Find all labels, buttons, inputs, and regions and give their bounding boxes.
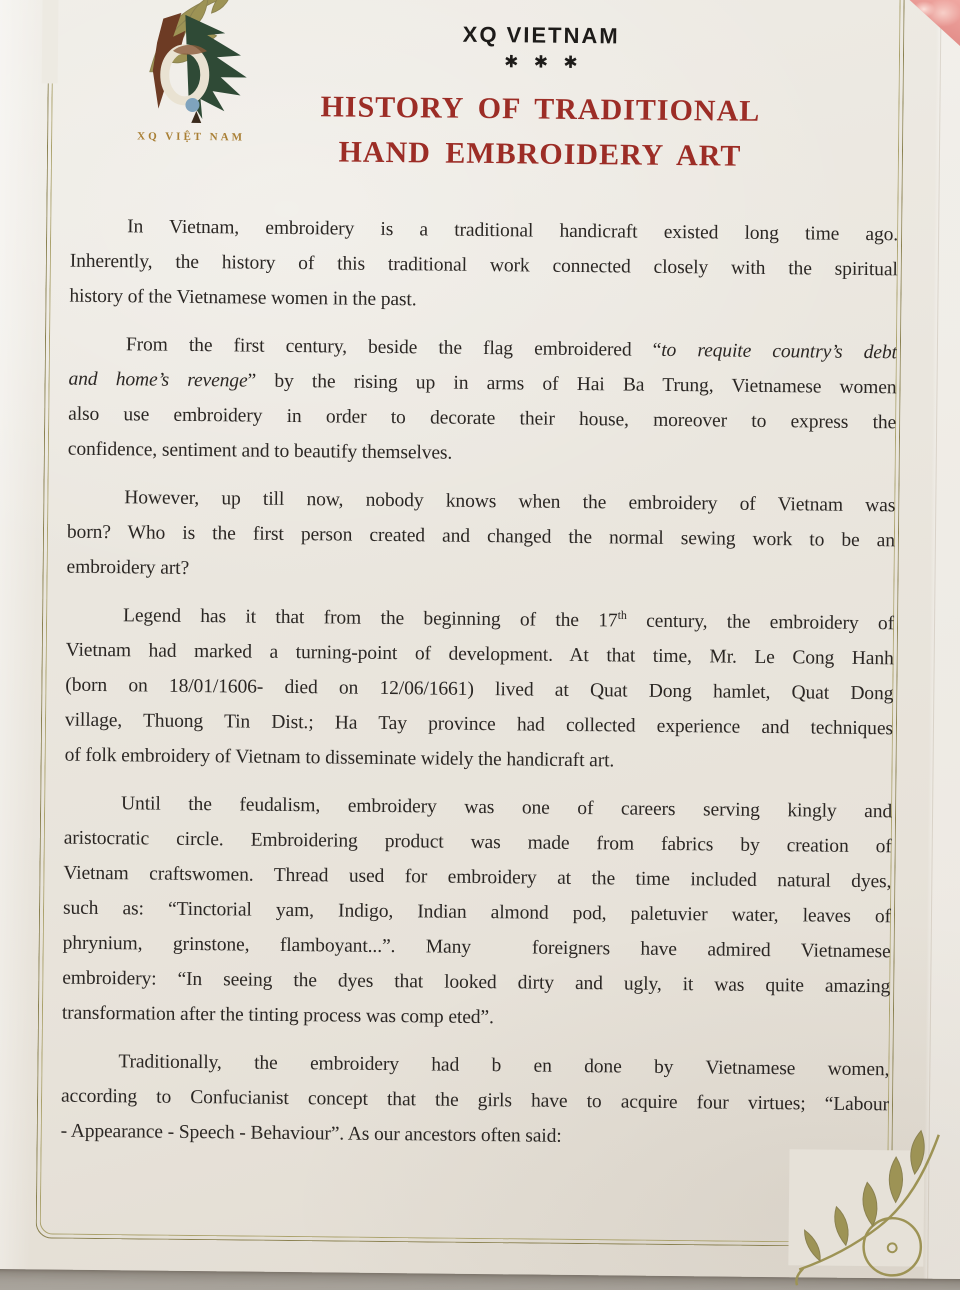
paper-crease-line — [927, 0, 942, 1279]
body-text: embroidery: “In seeing the dyes that looked dirty and ugly, it was quite amazing — [62, 967, 891, 998]
document-body — [60, 209, 898, 1171]
logo-caption: XQ VIỆT NAM — [137, 130, 246, 144]
body-text: according to Confucianist concept that the girls have to acquire four virtues; “Labour — [60, 1085, 890, 1116]
body-text: village, Thuong Tin Dist.; Ha Tay province had collected experience and techniques — [64, 709, 894, 740]
body-text: Vietnam had marked a turning-point of development. At that time, Mr. Le Cong Hanh — [65, 639, 894, 670]
body-text: Legend has it that from the beginning of the 17 — [122, 605, 618, 632]
body-text: century, the embroidery of — [626, 610, 895, 635]
body-text: ” by the rising up in arms of Hai Ba Trung, Vietnamese women — [247, 370, 897, 399]
star-divider: ✱ ✱ ✱ — [504, 52, 578, 73]
body-text: such as: “Tinctorial yam, Indigo, Indian almond pod, paletuvier water, leaves of — [62, 897, 892, 928]
body-text: history of the Vietnamese women in the past. — [69, 285, 417, 311]
paragraph — [69, 209, 898, 323]
quoted-italic-text: to requite country’s debt — [661, 339, 897, 364]
frame-gap-top-left — [42, 0, 59, 84]
paragraph — [61, 1044, 890, 1158]
ordinal-suffix: th — [617, 607, 627, 623]
body-text: However, up till now, nobody knows when the embroidery of Vietnam was — [124, 487, 896, 517]
body-text: Traditionally, the embroidery had b en done by Vietnamese women, — [118, 1051, 890, 1081]
body-text: From the first century, beside the flag embroidered “ — [125, 334, 662, 361]
body-text: born? Who is the first person created and changed the normal sewing work to be an — [66, 521, 896, 552]
body-text: confidence, sentiment and to beautify themselves. — [67, 438, 453, 464]
body-text: Until the feudalism, embroidery was one of careers serving kingly and — [121, 793, 893, 823]
body-text: transformation after the tinting process was comp eted”. — [61, 1002, 494, 1029]
xq-logo-art-icon — [125, 10, 258, 127]
paragraph — [64, 598, 894, 782]
page-title-line-2: HAND EMBROIDERY ART — [338, 135, 742, 173]
document-header — [260, 20, 822, 180]
body-text: aristocratic circle. Embroidering product was made from fabrics by creation of — [63, 827, 892, 858]
paragraph — [62, 786, 893, 1040]
paragraph — [68, 327, 897, 476]
body-text: In Vietnam, embroidery is a traditional handicraft existed long time ago. — [127, 216, 899, 246]
body-text: phrynium, grinstone, flamboyant...”. Many foreigners have admired Vietnamese — [62, 932, 891, 963]
brand-name: XQ VIETNAM — [462, 21, 620, 49]
body-text: embroidery art? — [66, 556, 190, 579]
body-text: Inherently, the history of this traditional work connected closely with the spiritual — [69, 250, 898, 281]
quoted-italic-text: and home’s revenge — [68, 368, 248, 392]
paragraph — [66, 480, 895, 594]
body-text: Vietnam craftswomen. Thread used for embroidery at the time included natural dyes, — [63, 862, 892, 893]
page-title-line-1: HISTORY OF TRADITIONAL — [320, 90, 761, 128]
body-text: of folk embroidery of Vietnam to disseminate widely the handicraft art. — [64, 744, 615, 772]
body-text: (born on 18/01/1606- died on 12/06/1661) lived at Quat Dong hamlet, Quat Dong — [65, 674, 894, 705]
body-text: also use embroidery in order to decorate their house, moreover to express the — [68, 403, 897, 434]
xq-logo — [113, 10, 271, 164]
body-text: - Appearance - Speech - Behaviour”. As our ancestors often said: — [60, 1120, 562, 1147]
